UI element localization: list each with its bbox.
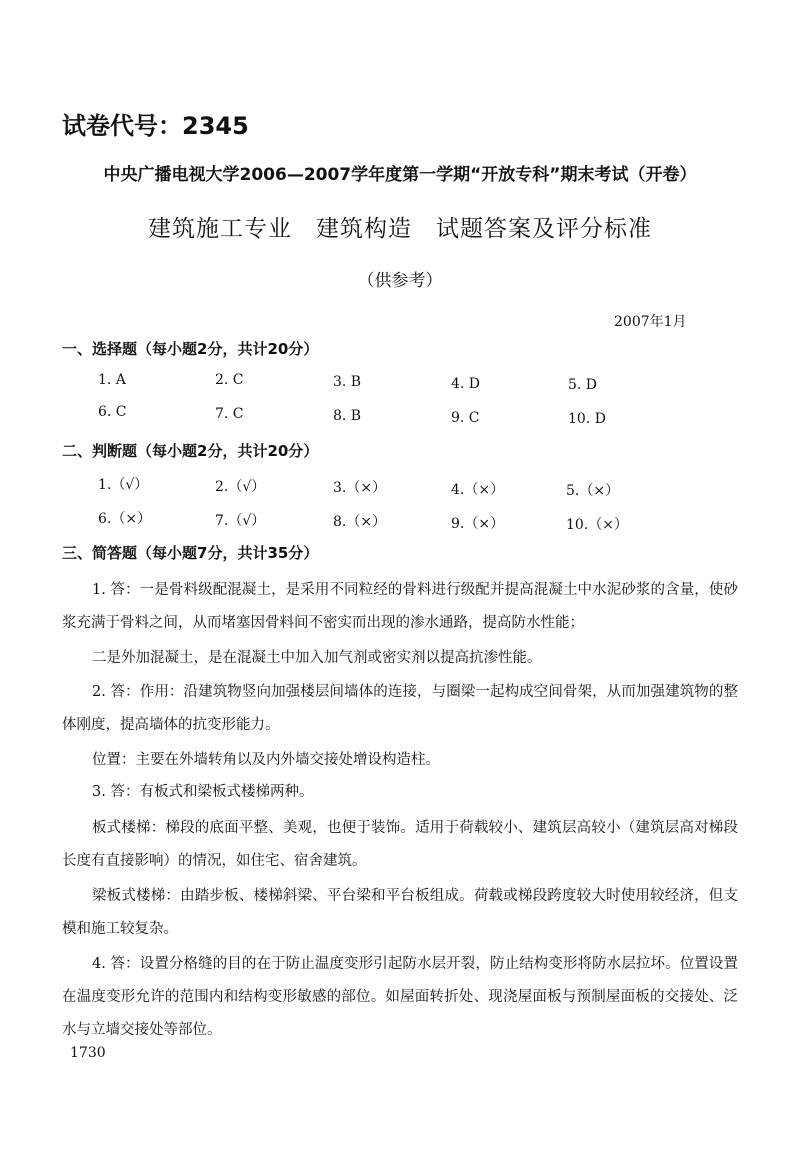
- section2-answer: 9.（×）: [451, 516, 505, 532]
- section2-answer: 1.（√）: [98, 477, 149, 493]
- section1-answer: 3. B: [333, 374, 362, 390]
- section1-answer: 8. B: [333, 408, 362, 424]
- answer-paragraph: 板式楼梯：梯段的底面平整、美观，也便于装饰。适用于荷载较小、建筑层高较小（建筑层高对梯段长度有直接影响）的情况，如住宅、宿舍建筑。: [62, 820, 738, 869]
- exam-header: 中央广播电视大学2006—2007学年度第一学期“开放专科”期末考试（开卷）: [103, 165, 697, 185]
- section1-answer: 6. C: [98, 404, 127, 420]
- section2-answer: 5.（×）: [566, 483, 620, 499]
- section1-answer: 10. D: [568, 411, 606, 427]
- answer-paragraph: 3. 答：有板式和梁板式楼梯两种。: [92, 784, 314, 800]
- section1-answer: 7. C: [215, 406, 244, 422]
- section2-answer: 7.（√）: [215, 513, 266, 529]
- section2-answer: 3.（×）: [333, 480, 387, 496]
- document-subtitle: （供参考）: [357, 271, 443, 291]
- section2-answer: 8.（×）: [333, 514, 387, 530]
- answer-paragraph: 梁板式楼梯：由踏步板、楼梯斜梁、平台梁和平台板组成。荷载或梯段跨度较大时使用较经济，但支模和施工较复杂。: [62, 888, 738, 937]
- answer-paragraph: 位置：主要在外墙转角以及内外墙交接处增设构造柱。: [92, 752, 440, 768]
- section1-answer: 5. D: [568, 377, 598, 393]
- section2-heading: 二、判断题（每小题2分，共计20分）: [62, 442, 319, 460]
- section1-answer: 9. C: [451, 410, 480, 426]
- answer-paragraph: 二是外加混凝土，是在混凝土中加入加气剂或密实剂以提高抗渗性能。: [92, 650, 542, 666]
- answer-paragraph: 1. 答：一是骨料级配混凝土，是采用不同粒经的骨料进行级配并提高混凝土中水泥砂浆的含量，使砂浆充满于骨料之间，从而堵塞因骨料间不密实而出现的渗水通路，提高防水性能；: [62, 582, 738, 631]
- section1-heading: 一、选择题（每小题2分，共计20分）: [62, 340, 319, 358]
- document-title: 建筑施工专业 建筑构造 试题答案及评分标准: [148, 216, 652, 242]
- answer-paragraph: 4. 答：设置分格缝的目的在于防止温度变形引起防水层开裂，防止结构变形将防水层拉坏。位置设置在温度变形允许的范围内和结构变形敏感的部位。如屋面转折处、现浇屋面板与预制屋面板的交接处、泛水与立墙交接处等部位。: [62, 956, 738, 1038]
- section3-heading: 三、简答题（每小题7分，共计35分）: [62, 544, 319, 562]
- section1-answer: 4. D: [451, 376, 481, 392]
- section1-answer: 1. A: [98, 372, 126, 388]
- exam-code: 试卷代号：2345: [62, 112, 249, 140]
- section2-answer: 6.（×）: [98, 511, 152, 527]
- answer-paragraph: 2. 答：作用：沿建筑物竖向加强楼层间墙体的连接，与圈梁一起构成空间骨架，从而加强建筑物的整体刚度，提高墙体的抗变形能力。: [62, 684, 738, 733]
- document-date: 2007年1月: [614, 314, 687, 330]
- page-number: 1730: [70, 1045, 106, 1061]
- section1-answer: 2. C: [215, 372, 244, 388]
- section2-answer: 4.（×）: [451, 482, 505, 498]
- section2-answer: 2.（√）: [215, 479, 266, 495]
- section2-answer: 10.（×）: [566, 517, 628, 533]
